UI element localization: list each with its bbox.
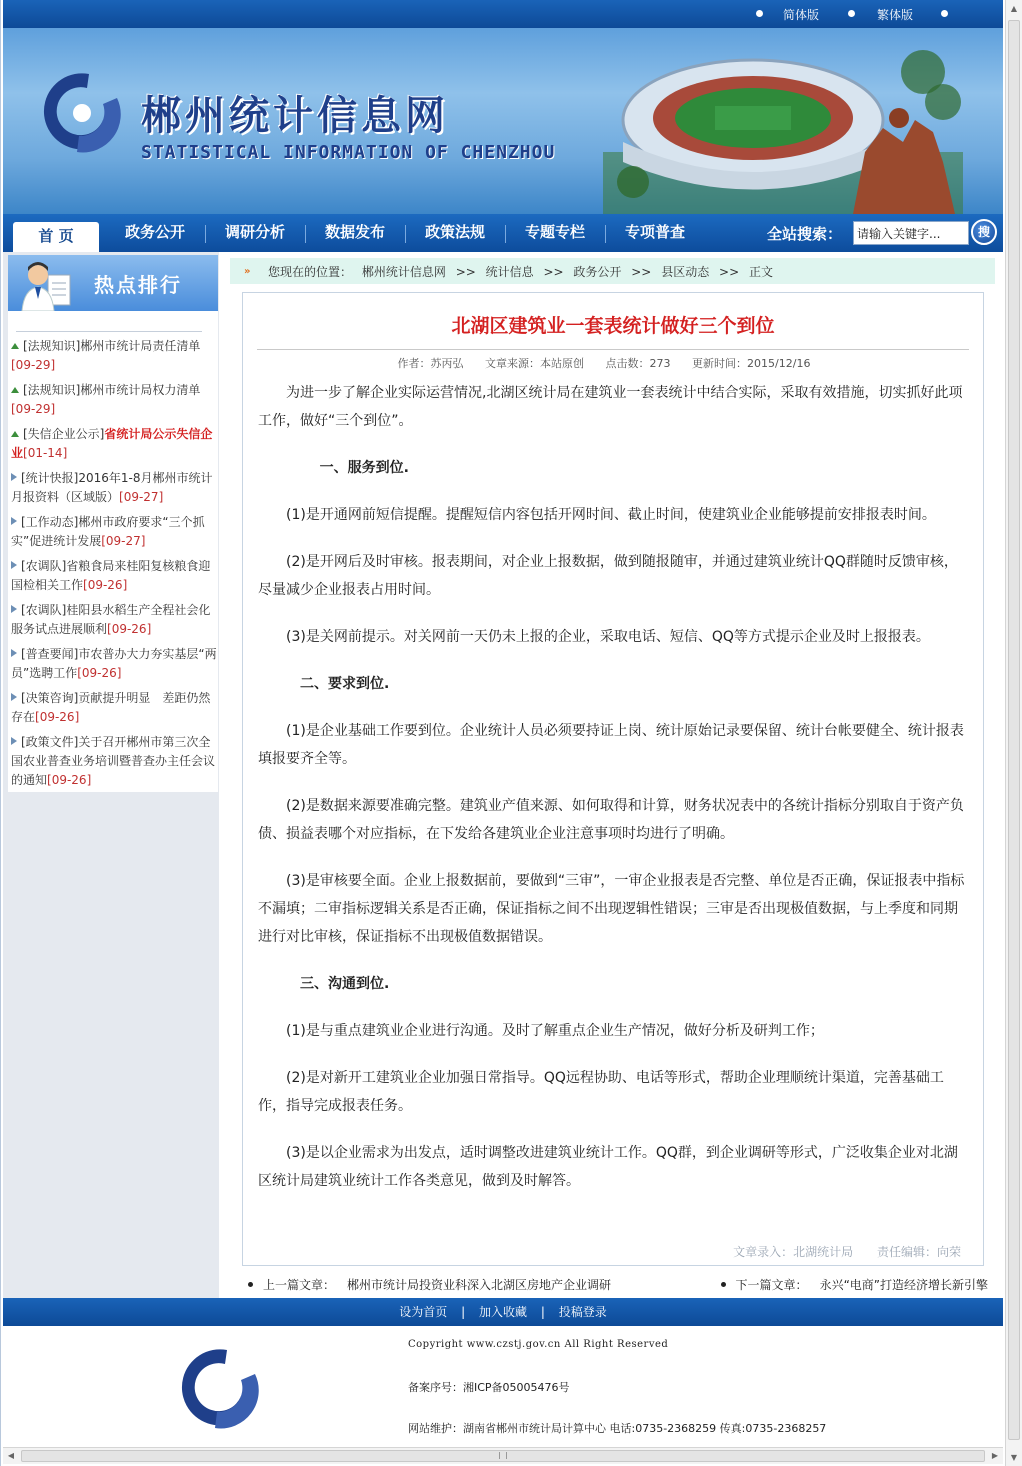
breadcrumb-home[interactable]: 郴州统计信息网 <box>361 265 446 279</box>
article-paragraph: (1)是开通网前短信提醒。提醒短信内容包括开网时间、截止时间，使建筑业企业能够提前安排报表时间。 <box>286 507 936 523</box>
article-paragraph: (2)是对新开工建筑业企业加强日常指导。QQ远程协助、电话等形式，帮助企业理顺统计渠道，完善基础工作，指导完成报表任务。 <box>258 1070 944 1114</box>
article-paragraph: (2)是开网后及时审核。报表期间，对企业上报数据，做到随报随审，并通过建筑业统计QQ群随时反馈审核，尽量减少企业报表占用时间。 <box>258 554 958 598</box>
list-item-date: [09-26] <box>47 773 92 787</box>
nav-divider <box>405 225 406 243</box>
article-paragraph: (3)是关网前提示。对关网前一天仍未上报的企业，采取电话、短信、QQ等方式提示企业及时上报报表。 <box>286 629 930 645</box>
nav-research-analysis[interactable]: 调研分析 <box>224 223 285 241</box>
article-updated: 更新时间：2015/12/16 <box>692 357 811 370</box>
article-author: 作者：苏丙弘 <box>397 357 464 370</box>
list-item-date: [09-26] <box>77 666 122 680</box>
list-item[interactable] <box>11 469 219 507</box>
trend-up-icon <box>11 343 19 349</box>
site-banner <box>3 28 1003 214</box>
list-item-date: [09-26] <box>35 710 80 724</box>
list-item-date: [09-29] <box>11 358 56 372</box>
prev-article-link[interactable]: 郴州市统计局投资业科深入北湖区房地产企业调研 <box>347 1278 612 1292</box>
list-item-date: [01-14] <box>23 446 68 460</box>
nav-divider <box>305 225 306 243</box>
list-item[interactable] <box>11 337 219 375</box>
article-paragraph: (3)是审核要全面。企业上报数据前，要做到“三审”，一审企业报表是否完整、单位是否正确，保证报表中指标不漏填；二审指标逻辑关系是否正确，保证指标之间不出现逻辑性错误；三审是否出现极值数据，与上季度和同期进行对比审核，保证指标不出现极值数据错误。 <box>258 873 965 945</box>
copyright-text: Copyright www.czstj.gov.cn All Right Reserved <box>408 1339 669 1350</box>
arrow-right-icon <box>11 561 17 569</box>
article-section-heading: 二、要求到位. <box>300 676 390 692</box>
language-bar <box>3 0 1003 28</box>
article-clicks: 点击数：273 <box>605 357 671 370</box>
breadcrumb-label: 您现在的位置： <box>268 265 353 279</box>
article-paragraph: (1)是与重点建筑业企业进行沟通。及时了解重点企业生产情况，做好分析及研判工作； <box>286 1023 824 1039</box>
list-item[interactable] <box>11 513 219 551</box>
site-subtitle: STATISTICAL INFORMATION OF CHENZHOU <box>141 142 556 163</box>
arrow-right-icon <box>11 517 17 525</box>
horizontal-scrollbar[interactable] <box>3 1447 1003 1464</box>
scrollbar-grip-icon <box>499 1452 507 1459</box>
nav-home[interactable]: 首 页 <box>13 222 99 252</box>
arrow-right-icon <box>11 649 17 657</box>
list-item-date: [09-29] <box>11 402 56 416</box>
trend-up-icon <box>11 387 19 393</box>
scrollbar-thumb[interactable] <box>1008 20 1020 1440</box>
icp-record: 备案序号：湘ICP备05005476号 <box>408 1381 570 1394</box>
sidebar <box>3 252 219 1298</box>
list-item[interactable] <box>11 557 219 595</box>
article-paragraph: (2)是数据来源要准确完整。建筑业产值来源、如何取得和计算，财务状况表中的各统计指标分别取自于资产负债、损益表哪个对应指标，在下发给各建筑业企业注意事项时均进行了明确。 <box>258 798 964 842</box>
list-item-highlight[interactable]: 省统计局公示失信企业 <box>11 427 213 460</box>
breadcrumb-separator: >> <box>455 265 476 279</box>
bullet-icon <box>721 1282 726 1287</box>
list-item-date: [09-26] <box>83 578 128 592</box>
set-homepage-link[interactable]: 设为首页 <box>399 1305 448 1319</box>
list-item-title[interactable]: [统计快报]2016年1-8月郴州市统计月报资料（区域版） <box>11 471 213 504</box>
footer-separator: | <box>461 1305 466 1319</box>
site-logo-icon <box>37 68 127 158</box>
nav-special-census[interactable]: 专项普查 <box>624 223 685 241</box>
list-item-title[interactable]: [法规知识]郴州市统计局责任清单 <box>23 339 201 353</box>
hot-ranking-title: 热点排行 <box>94 273 182 297</box>
bullet-icon <box>941 10 948 17</box>
scroll-right-icon[interactable]: ▶ <box>991 1451 999 1460</box>
article-section-heading: 三、沟通到位. <box>300 976 390 992</box>
article-editor: 责任编辑：向荣 <box>876 1245 961 1259</box>
list-item-title[interactable]: [失信企业公示] <box>23 427 105 441</box>
bullet-icon <box>756 10 763 17</box>
hot-ranking-header <box>8 255 218 311</box>
footer-links <box>3 1298 1003 1326</box>
scroll-left-icon[interactable]: ◀ <box>7 1451 15 1460</box>
article-paragraph: (1)是企业基础工作要到位。企业统计人员必须要持证上岗、统计原始记录要保留、统计台帐要健全、统计报表填报要齐全等。 <box>258 723 964 767</box>
next-article-link[interactable]: 永兴“电商”打造经济增长新引擎 <box>819 1278 988 1292</box>
list-item[interactable] <box>11 425 219 463</box>
nav-divider <box>605 225 606 243</box>
article <box>242 292 984 1266</box>
list-item-title[interactable]: [普查要闻]市农普办大力夯实基层“两员”选聘工作 <box>11 647 217 680</box>
article-credits <box>713 1243 961 1260</box>
list-item-title[interactable]: [农调队]桂阳县水稻生产全程社会化服务试点进展顺利 <box>11 603 211 636</box>
search-label: 全站搜索： <box>767 225 843 243</box>
breadcrumb-separator: >> <box>631 265 652 279</box>
search-input[interactable] <box>853 221 969 245</box>
add-favorite-link[interactable]: 加入收藏 <box>478 1305 527 1319</box>
scroll-down-icon[interactable]: ▼ <box>1010 1453 1018 1462</box>
nav-policy-regulations[interactable]: 政策法规 <box>424 223 485 241</box>
list-item[interactable] <box>11 689 219 727</box>
article-body <box>258 379 970 1214</box>
simplified-chinese-link[interactable]: 简体版 <box>783 8 820 22</box>
article-meta <box>243 355 983 371</box>
article-title: 北湖区建筑业一套表统计做好三个到位 <box>451 315 775 337</box>
list-item[interactable] <box>11 645 219 683</box>
article-paragraph: 为进一步了解企业实际运营情况,北湖区统计局在建筑业一套表统计中结合实际，采取有效措施，切实抓好此项工作，做好“三个到位”。 <box>258 385 963 429</box>
prev-next-nav <box>242 1272 988 1294</box>
submission-login-link[interactable]: 投稿登录 <box>558 1305 607 1319</box>
arrow-right-icon <box>11 693 17 701</box>
list-item[interactable] <box>11 601 219 639</box>
breadcrumb-government-affairs[interactable]: 政务公开 <box>573 265 622 279</box>
trend-up-icon <box>11 431 19 437</box>
person-icon <box>18 257 74 311</box>
list-item-title[interactable]: [法规知识]郴州市统计局权力清单 <box>23 383 201 397</box>
traditional-chinese-link[interactable]: 繁体版 <box>877 8 914 22</box>
stadium-illustration <box>603 32 963 214</box>
prev-article[interactable] <box>248 1276 611 1293</box>
article-source: 文章来源：本站原创 <box>485 357 585 370</box>
breadcrumb-statistics-info[interactable]: 统计信息 <box>485 265 534 279</box>
article-entered-by: 文章录入：北湖统计局 <box>733 1245 854 1259</box>
footer-logo-icon <box>175 1346 265 1430</box>
site-footer <box>3 1326 1003 1447</box>
list-item-title[interactable]: [工作动态]郴州市政府要求“三个抓实”促进统计发展 <box>11 515 205 548</box>
list-item-date: [09-26] <box>107 622 152 636</box>
nav-special-topics[interactable]: 专题专栏 <box>524 223 585 241</box>
footer-separator: | <box>540 1305 545 1319</box>
bullet-icon <box>248 1282 253 1287</box>
double-arrow-icon: » <box>244 266 251 277</box>
nav-data-release[interactable]: 数据发布 <box>324 223 385 241</box>
list-item-title[interactable]: [决策咨询]贡献提升明显 差距仍然存在 <box>11 691 211 724</box>
list-item-date: [09-27] <box>101 534 146 548</box>
next-article[interactable] <box>721 1276 988 1293</box>
bullet-icon <box>848 10 855 17</box>
list-item[interactable] <box>11 381 219 419</box>
breadcrumb-current: 正文 <box>748 265 773 279</box>
article-paragraph: (3)是以企业需求为出发点，适时调整改进建筑业统计工作。QQ群，到企业调研等形式，广泛收集企业对北湖区统计局建筑业统计工作各类意见，做到及时解答。 <box>258 1145 958 1189</box>
divider <box>16 331 202 332</box>
scroll-up-icon[interactable]: ▲ <box>1010 4 1018 13</box>
search-button[interactable]: 搜 <box>971 219 997 245</box>
arrow-right-icon <box>11 605 17 613</box>
arrow-right-icon <box>11 737 17 745</box>
list-item-title[interactable]: [政策文件]关于召开郴州市第三次全国农业普查业务培训暨普查办主任会议的通知 <box>11 735 216 787</box>
main-nav <box>3 214 1003 252</box>
breadcrumb-separator: >> <box>543 265 564 279</box>
nav-divider <box>505 225 506 243</box>
prev-label: 上一篇文章： <box>263 1278 336 1292</box>
article-section-heading: 一、服务到位. <box>319 460 409 476</box>
arrow-right-icon <box>11 473 17 481</box>
list-item-date: [09-27] <box>119 490 164 504</box>
next-label: 下一篇文章： <box>735 1278 808 1292</box>
list-item-title[interactable]: [农调队]省粮食局来桂阳复核粮食迎国检相关工作 <box>11 559 211 592</box>
divider <box>257 349 969 350</box>
nav-divider <box>205 225 206 243</box>
vertical-scrollbar[interactable] <box>1005 0 1022 1466</box>
breadcrumb <box>230 258 995 284</box>
breadcrumb-county-news[interactable]: 县区动态 <box>661 265 710 279</box>
list-item[interactable] <box>11 733 219 790</box>
maintainer-info: 网站维护：湖南省郴州市统计局计算中心 电话:0735-2368259 传真:0735-2368257 <box>408 1422 827 1435</box>
nav-government-affairs[interactable]: 政务公开 <box>124 223 185 241</box>
breadcrumb-separator: >> <box>719 265 740 279</box>
hot-ranking-list <box>8 311 218 792</box>
site-title: 郴州统计信息网 <box>141 92 449 139</box>
